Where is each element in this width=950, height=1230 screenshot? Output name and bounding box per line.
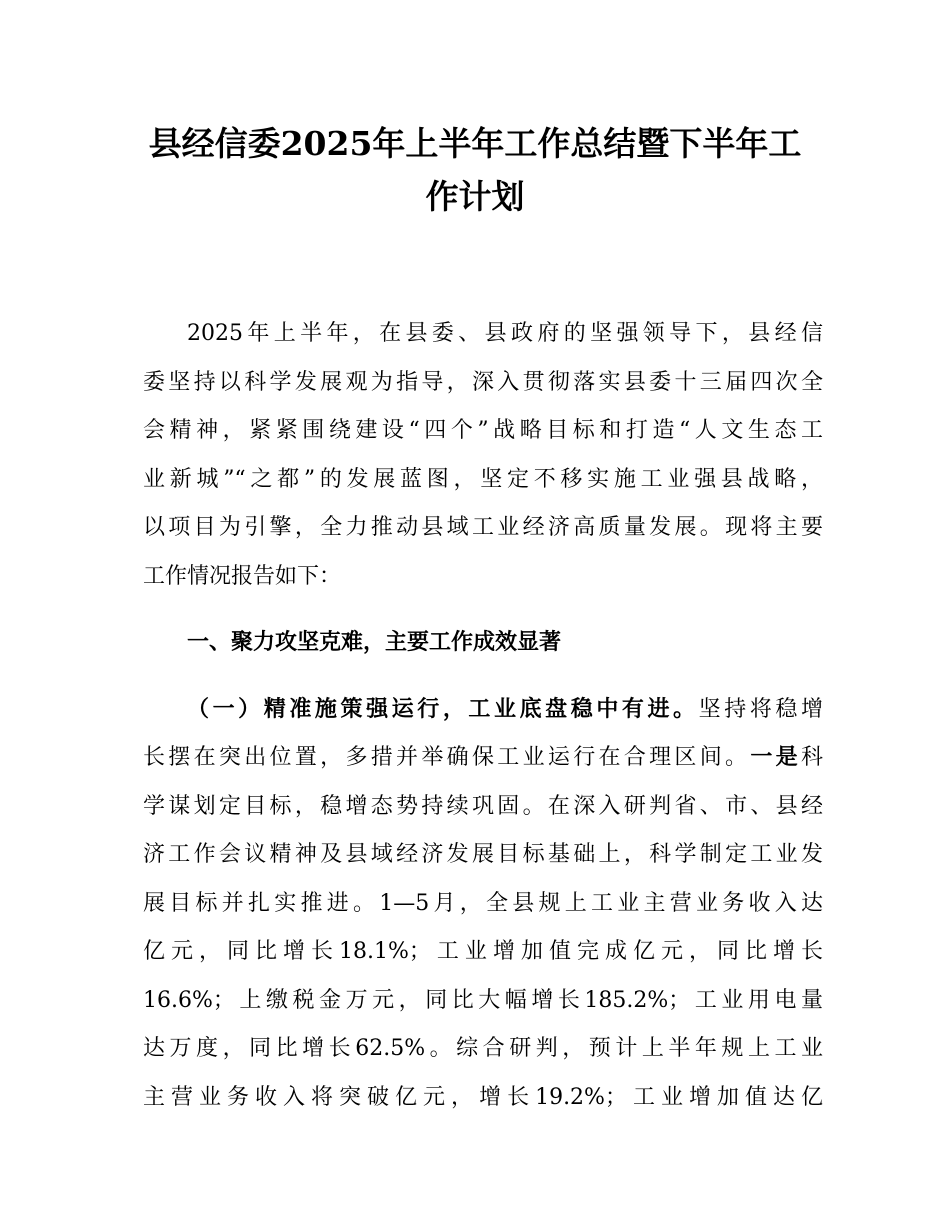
intro-line: 业新城”“之都”的发展蓝图，坚定不移实施工业强县战略， [143,466,823,492]
subsection-line: 济工作会议精神及县域经济发展目标基础上，科学制定工业发 [143,842,823,867]
subsection-first-line [143,686,823,735]
ordinal-marker: 一是 [750,745,801,770]
subsection-heading: （一）精准施策强运行，工业底盘稳中有进。 [187,696,699,722]
paragraph-gap [143,601,823,619]
title-line-1: 县经信委2025年上半年工作总结暨下半年工 [148,124,802,163]
intro-line: 工作情况报告如下： [143,563,342,589]
subsection-line: 16.6%；上缴税金万元，同比大幅增长185.2%；工业用电量 [143,987,823,1013]
subsection-line: 展目标并扎实推进。1—5月，全县规上工业主营业务收入达 [143,890,823,916]
subsection-line: 学谋划定目标，稳增态势持续巩固。在深入研判省、市、县经 [143,793,823,819]
subsection-line [143,734,823,783]
subsection-line: 主营业务收入将突破亿元，增长19.2%；工业增加值达亿 [143,1084,823,1110]
intro-line: 以项目为引擎，全力推动县域工业经济高质量发展。现将主要 [143,515,823,540]
subsection-line: 达万度，同比增长62.5%。综合研判，预计上半年规上工业 [143,1036,823,1061]
document-title [120,117,830,223]
subsection-line-rest: 坚持将稳增 [698,696,823,722]
subsection-line-pre: 长摆在突出位置，多措并举确保工业运行在合理区间。 [143,745,751,770]
intro-line: 会精神，紧紧围绕建设“四个”战略目标和打造“人文生态工 [143,418,823,443]
title-line-2: 作计划 [425,177,525,216]
paragraph-gap [143,668,823,686]
subsection-line-post: 科 [800,745,823,770]
section-heading: 一、聚力攻坚克难，主要工作成效显著 [187,630,562,655]
intro-line: 2025年上半年，在县委、县政府的坚强领导下，县经信 [187,321,823,346]
subsection-line: 亿元，同比增长18.1%；工业增加值完成亿元，同比增长 [143,939,823,964]
document-body [143,310,823,1122]
intro-line: 委坚持以科学发展观为指导，深入贯彻落实县委十三届四次全 [143,369,823,395]
